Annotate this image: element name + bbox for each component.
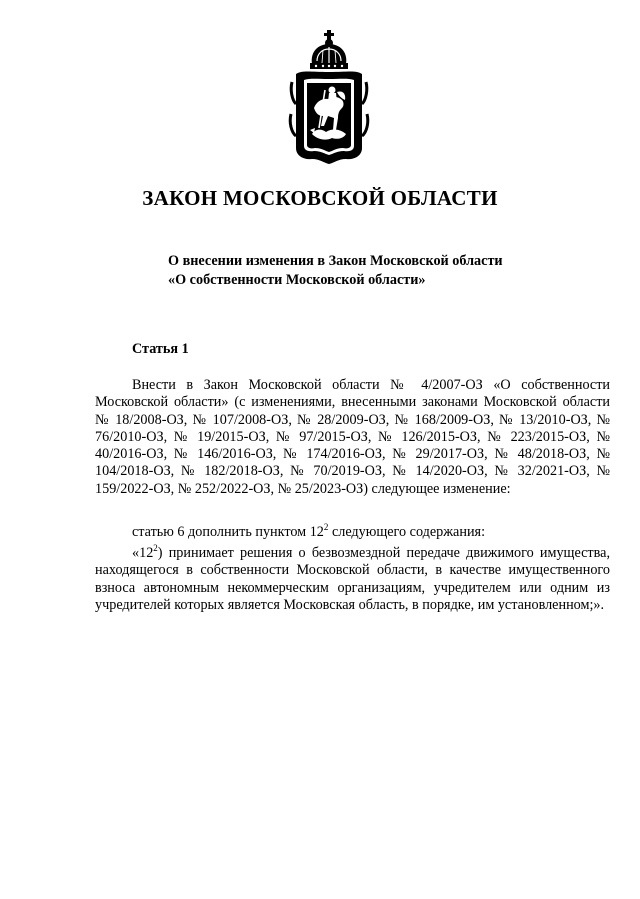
amendment-text	[95, 545, 610, 614]
point-superscript: 2	[153, 543, 158, 553]
shield-icon	[290, 72, 368, 165]
subtitle-line-1: О внесении изменения в Закон Московской области	[168, 253, 503, 269]
article-heading: Статья 1	[132, 341, 189, 357]
amendment-suffix: следующего содержания:	[328, 524, 486, 540]
amendment-prefix: статью 6 дополнить пунктом 12	[132, 524, 324, 540]
point-open: «12	[132, 545, 154, 561]
coat-of-arms-icon	[288, 30, 370, 165]
point-text: ) принимает решения о безвозмездной передаче движимого имущества, находящегося в собственности Московской области, в качестве имущественного взноса автономным некоммерческим организациям, учредителем или одним из учредителей которых является Московская область, в порядке, им установленном;».	[95, 545, 610, 613]
amendment-instruction	[132, 524, 485, 541]
subtitle-line-2: «О собственности Московской области»	[168, 272, 426, 288]
amendment-superscript: 2	[323, 522, 329, 532]
document-title: ЗАКОН МОСКОВСКОЙ ОБЛАСТИ	[142, 186, 498, 210]
article-paragraph-1: Внести в Закон Московской области № 4/2007-ОЗ «О собственности Московской области» (с изменениями, внесенными законами Московской области № 18/2008-ОЗ, № 107/2008-ОЗ, № 28/2009-ОЗ, № 168/2009-ОЗ, № 13/2010-ОЗ, № 76/2010-ОЗ, № 19/2015-ОЗ, № 97/2015-ОЗ, № 126/2015-ОЗ, № 223/2015-ОЗ, № 40/2016-ОЗ, № 146/2016-ОЗ, № 174/2016-ОЗ, № 29/2017-ОЗ, № 48/2018-ОЗ, № 104/2018-ОЗ, № 182/2018-ОЗ, № 70/2019-ОЗ, № 14/2020-ОЗ, № 32/2021-ОЗ, № 159/2022-ОЗ, № 252/2022-ОЗ, № 25/2023-ОЗ) следующее изменение:	[95, 377, 610, 497]
law-subtitle	[168, 252, 503, 290]
crown-icon	[310, 30, 348, 69]
